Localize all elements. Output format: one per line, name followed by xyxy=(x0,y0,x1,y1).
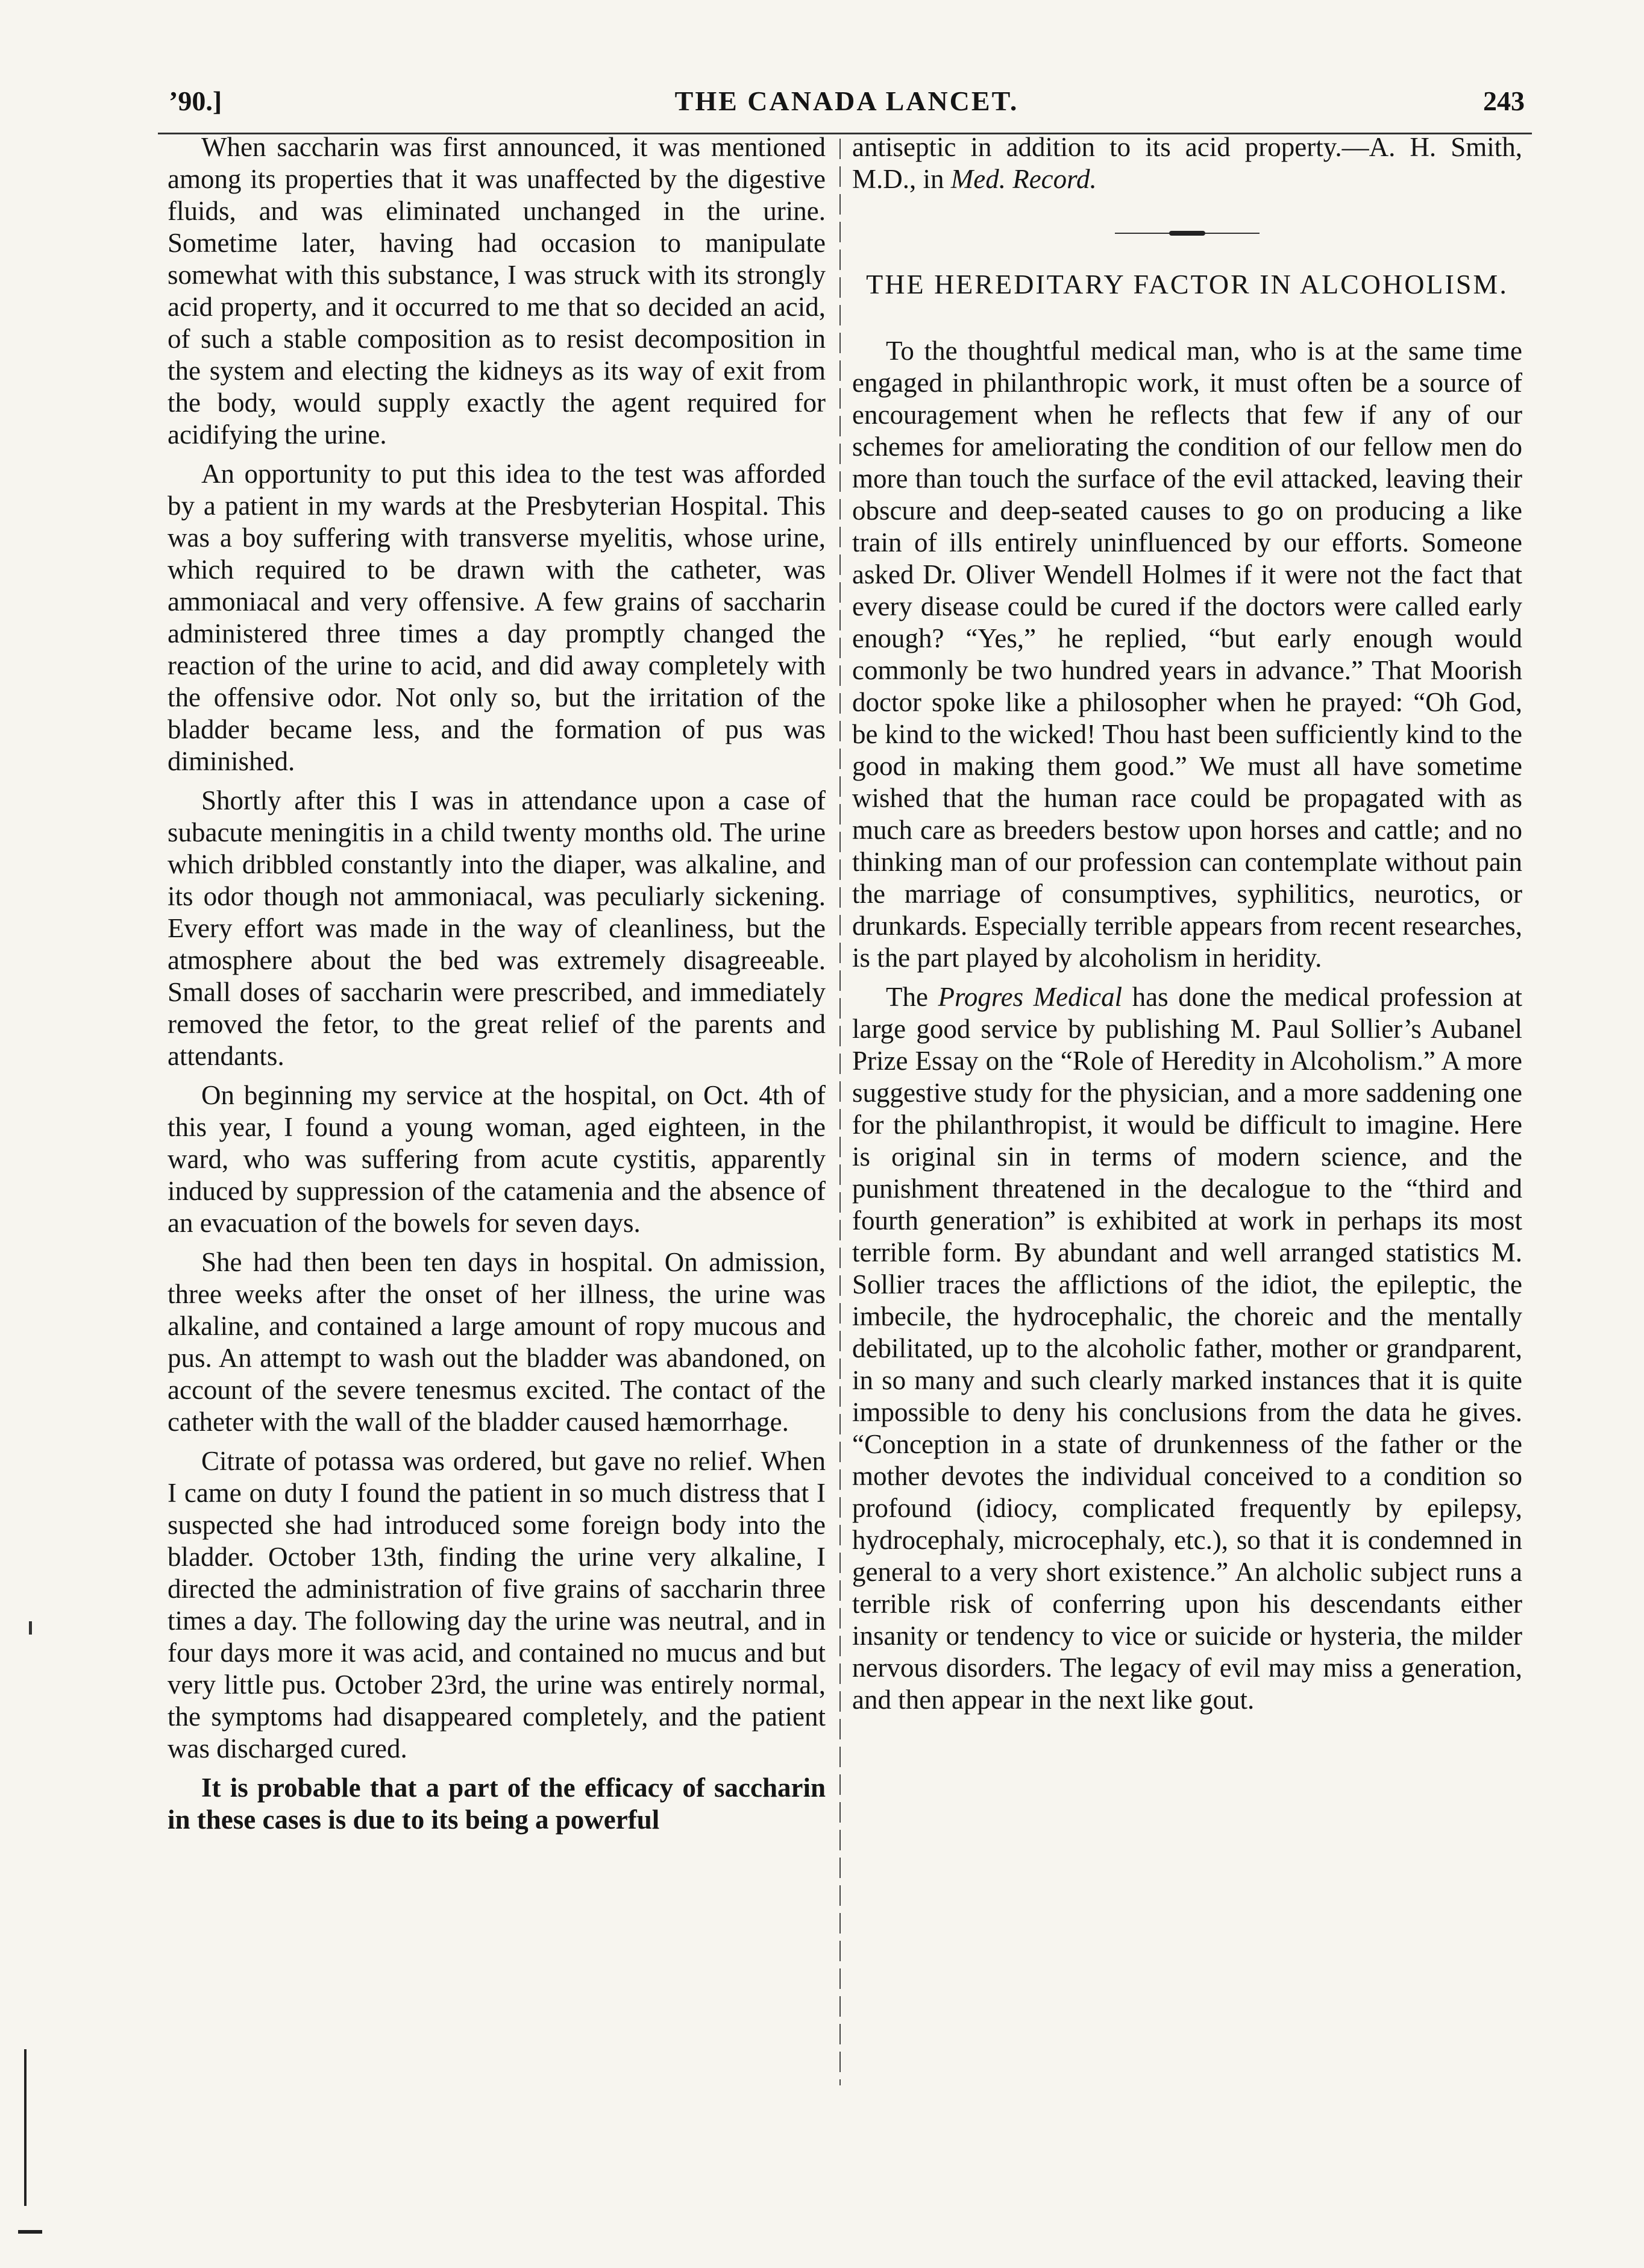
left-column xyxy=(168,131,826,1843)
paragraph: On beginning my service at the hospital, on Oct. 4th of this year, I found a young woman, aged eighteen, in the ward, who was suffering from acute cystitis, apparently induced by suppression of the catamenia and the absence of an evacuation of the bowels for seven days. xyxy=(168,1080,826,1238)
right-column xyxy=(852,131,1522,1723)
header-year: ’90.] xyxy=(169,86,222,116)
paragraph: She had then been ten days in hospital. On admission, three weeks after the onset of her illness, the urine was alkaline, and contained a large amount of ropy mucous and pus. An attempt to wash out the bladder was abandoned, on account of the severe tenesmus excited. The contact of the catheter with the wall of the bladder caused hæmorrhage. xyxy=(168,1247,826,1437)
paragraph xyxy=(852,981,1522,1716)
para2-lead: The xyxy=(886,982,928,1012)
margin-tick-mark xyxy=(29,1621,32,1635)
running-header xyxy=(163,77,1531,125)
para2-body: has done the medical profession at large good service by publishing M. Paul Sollier’s Aubanel Prize Essay on the “Role of Heredity in Alcoholism.” A more suggestive study for the physician, and a more saddening one for the philanthropist, it would be difficult to imagine. Here is original sin in terms of modern science, and the punishment threatened in the decalogue to the “third and fourth generation” is exhibited at work in perhaps its most terrible form. By abundant and well arranged statistics M. Sollier traces the afflictions of the idiot, the epileptic, the imbecile, the hydrocephalic, the choreic and the mentally debilitated, up to the alcoholic father, mother or grandparent, in so many and such clearly marked instances that it is quite impossible to deny his conclusions from the data he gives. “Conception in a state of drunkenness of the father or the mother devotes the individual conceived to a condition so profound (idiocy, complicated frequently by epilepsy, hydrocephaly, microcephaly, etc.), so that it is condemned in general to a very short existence.” An alcholic subject runs a terrible risk of conferring upon his descendants either insanity or tendency to vice or suicide or hysteria, the milder nervous disorders. The legacy of evil may miss a generation, and then appear in the next like gout. xyxy=(852,982,1522,1715)
paragraph: It is probable that a part of the efficacy of saccharin in these cases is due to its being a powerful xyxy=(168,1773,826,1835)
source-citation: Med. Record. xyxy=(950,164,1097,194)
column-divider xyxy=(839,139,841,2085)
page-number: 243 xyxy=(1483,86,1525,116)
section-ornament xyxy=(1115,230,1260,236)
binding-edge-mark xyxy=(24,2049,27,2206)
continuation-text: antiseptic in addition to its acid property.—A. H. Smith, M.D., in xyxy=(852,132,1522,194)
section-title: THE HEREDITARY FACTOR IN ALCOHOLISM. xyxy=(866,269,1508,300)
paragraph: To the thoughtful medical man, who is at the same time engaged in philanthropic work, it must often be a source of encouragement when he reflects that few if any of our schemes for ameliorating the condition of our fellow men do more than touch the surface of the evil attacked, leaving their obscure and deep-seated causes to go on producing a like train of ills entirely uninfluenced by our efforts. Someone asked Dr. Oliver Wendell Holmes if it were not the fact that every disease could be cured if the doctors were called early enough? “Yes,” he replied, “but early enough would commonly be two hundred years in advance.” That Moorish doctor spoke like a philosopher when he prayed: “Oh God, be kind to the wicked! Thou hast been sufficiently kind to the good in making them good.” We must all have sometime wished that the human race could be propagated with as much care as breeders bestow upon horses and cattle; and no thinking man of our profession can contemplate without pain the marriage of consumptives, syphilitics, neurotics, or drunkards. Especially terrible appears from recent researches, is the part played by alcoholism in heridity. xyxy=(852,336,1522,973)
journal-reference: Progres Medical xyxy=(938,982,1123,1012)
paragraph: An opportunity to put this idea to the test was afforded by a patient in my wards at the Presbyterian Hospital. This was a boy suffering with transverse myelitis, whose urine, which required to be drawn with the catheter, was ammoniacal and very offensive. A few grains of saccharin administered three times a day promptly changed the reaction of the urine to acid, and did away completely with the offensive odor. Not only so, but the irritation of the bladder became less, and the formation of pus was diminished. xyxy=(168,459,826,776)
continuation-paragraph xyxy=(852,131,1522,195)
journal-title: THE CANADA LANCET. xyxy=(674,86,1019,116)
paragraph: Shortly after this I was in attendance upon a case of subacute meningitis in a child twenty months old. The urine which dribbled constantly into the diaper, was alkaline, and its odor though not ammoniacal, was peculiarly sickening. Every effort was made in the way of cleanliness, but the atmosphere about the bed was extremely disagreeable. Small doses of saccharin were prescribed, and immediately removed the fetor, to the great relief of the parents and attendants. xyxy=(168,785,826,1071)
paragraph: Citrate of potassa was ordered, but gave no relief. When I came on duty I found the patient in so much distress that I suspected she had introduced some foreign body into the bladder. October 13th, finding the urine very alkaline, I directed the administration of five grains of saccharin three times a day. The following day the urine was neutral, and in four days more it was acid, and contained no mucus and but very little pus. October 23rd, the urine was entirely normal, the symptoms had disappeared completely, and the patient was discharged cured. xyxy=(168,1446,826,1764)
binding-foot-mark xyxy=(18,2230,42,2234)
paragraph: When saccharin was first announced, it was mentioned among its properties that it was unaffected by the digestive fluids, and was eliminated unchanged in the urine. Sometime later, having had occasion to manipulate somewhat with this substance, I was struck with its strongly acid property, and it occurred to me that so decided an acid, of such a stable composition as to resist decomposition in the system and electing the kidneys as its way of exit from the body, would supply exactly the agent required for acidifying the urine. xyxy=(168,132,826,450)
